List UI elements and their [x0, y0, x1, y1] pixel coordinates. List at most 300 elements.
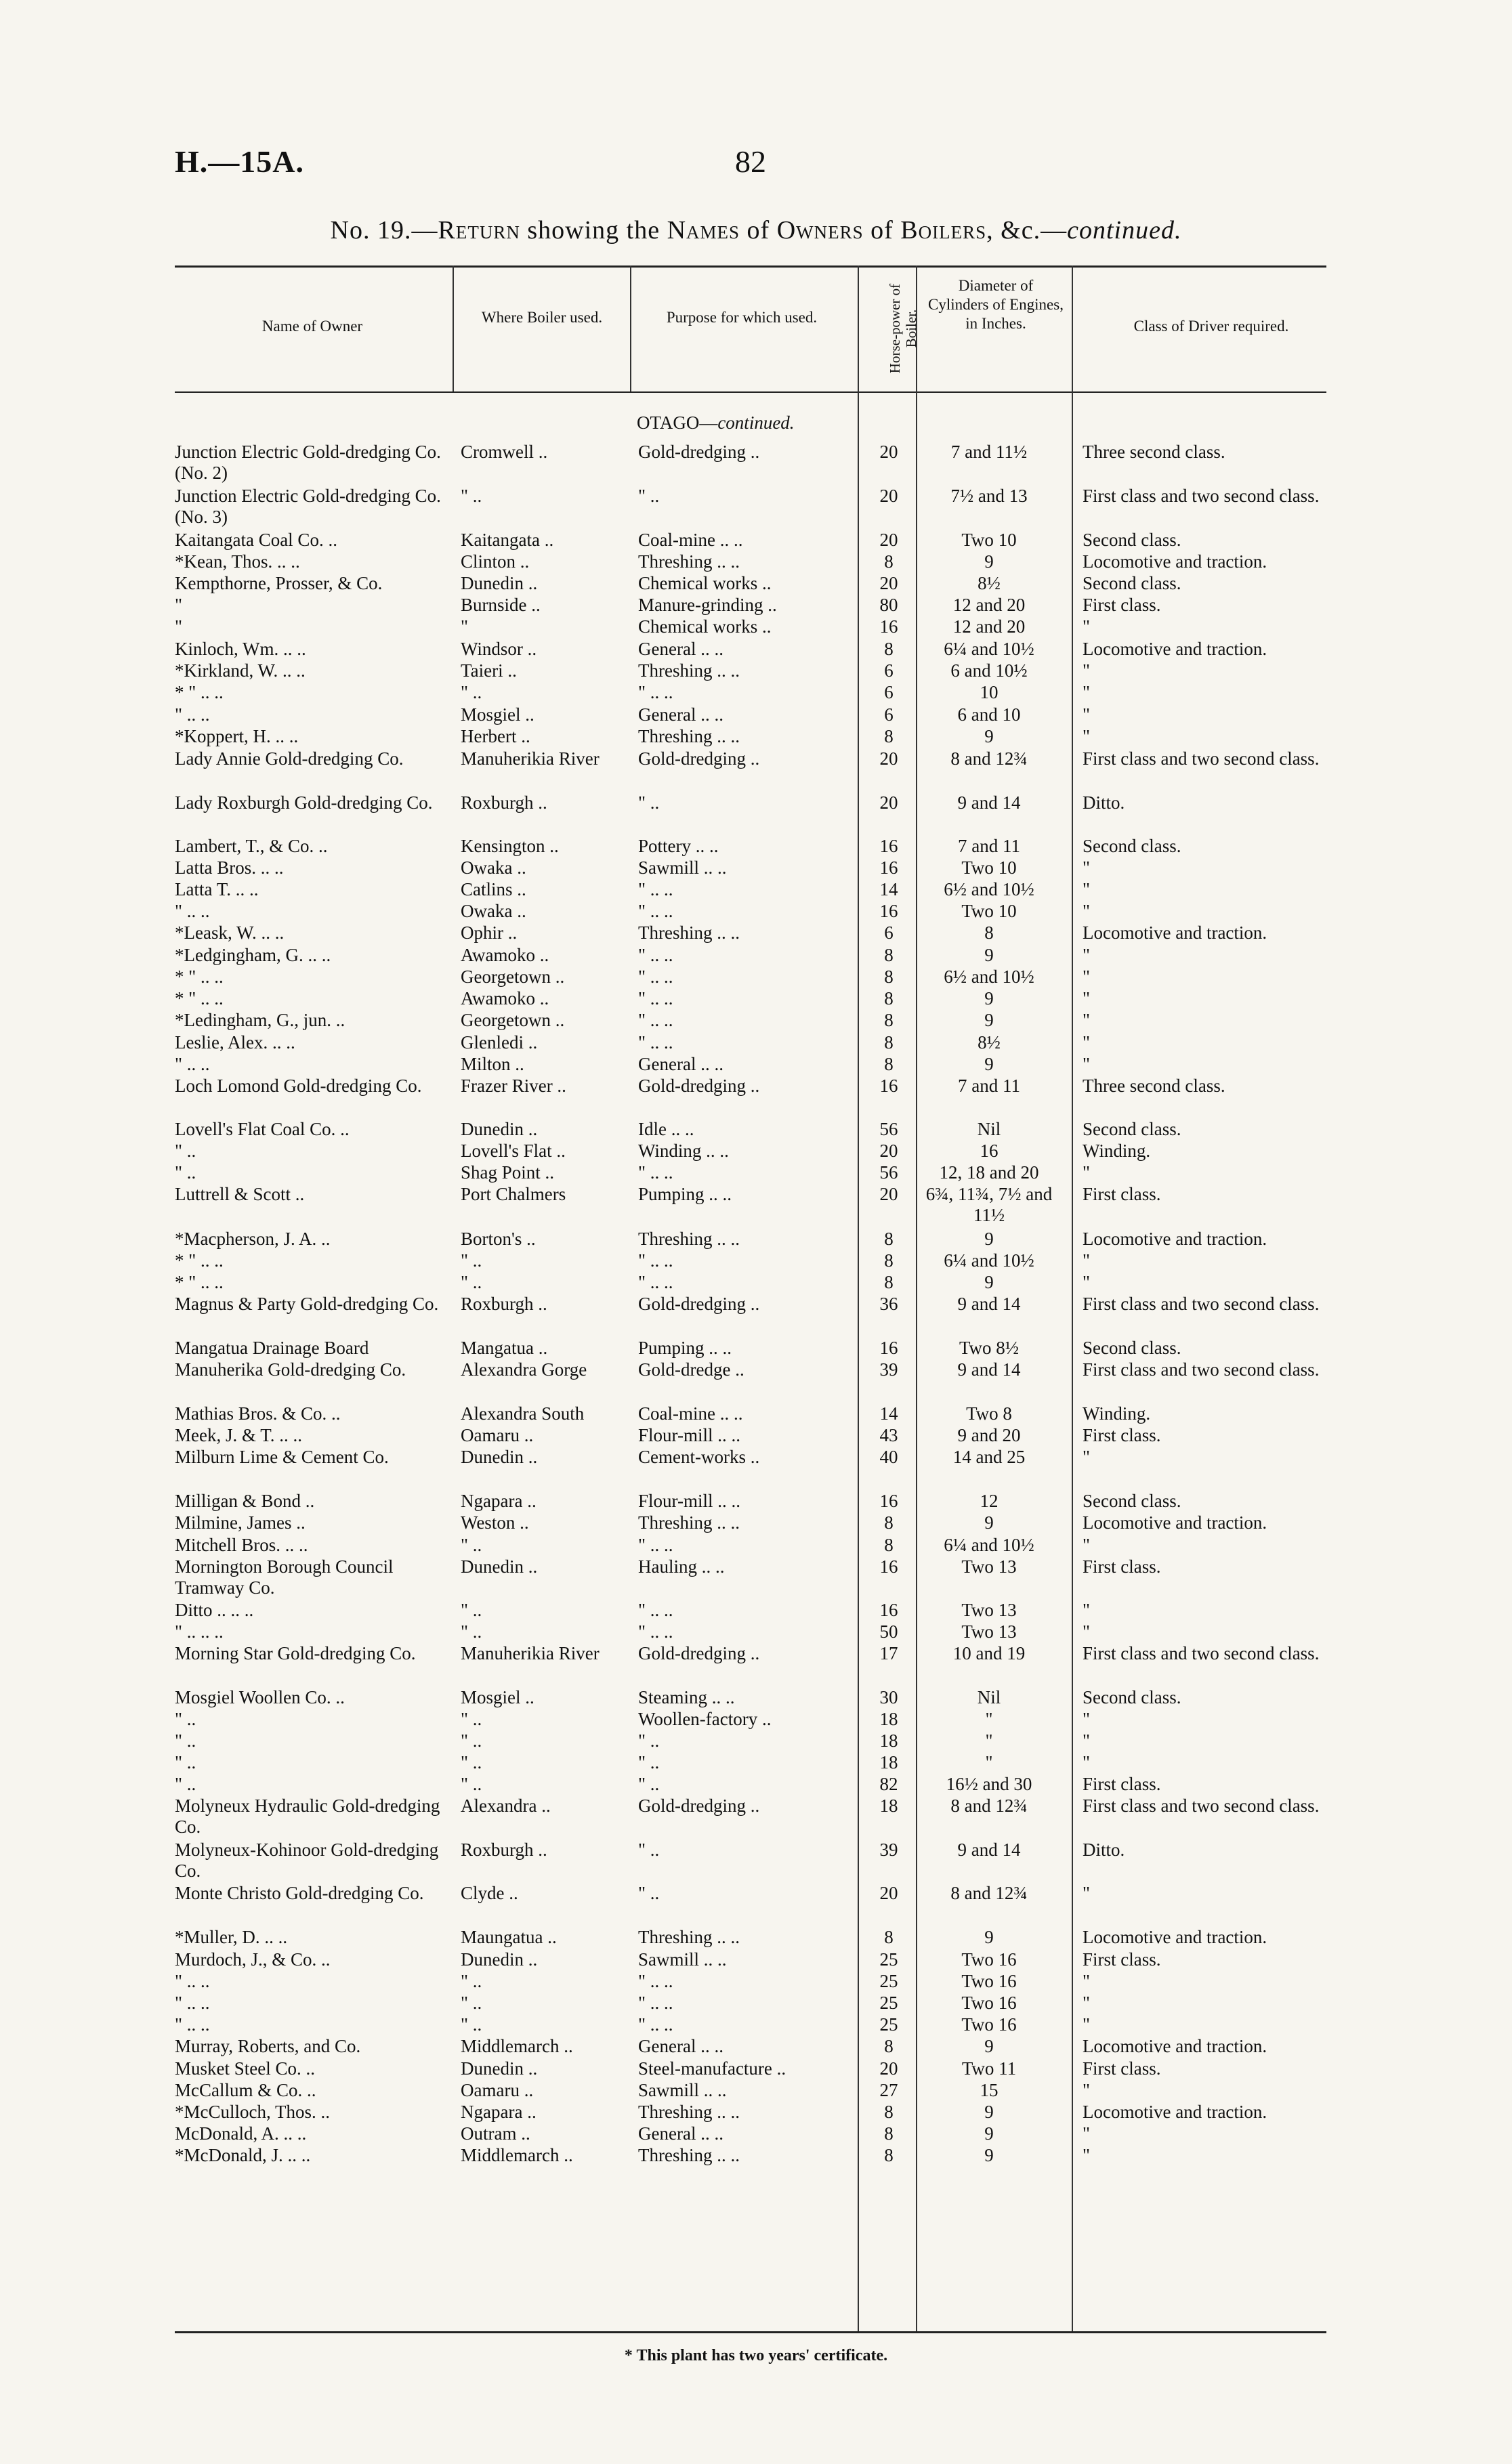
row-64-dia: 9	[984, 2145, 994, 2165]
row-4-dia: 8½	[978, 573, 1001, 593]
row-47-owner: " ..	[175, 1709, 196, 1729]
row-61-hp: 27	[879, 2080, 898, 2100]
footnote: * This plant has two years' certificate.	[624, 2347, 888, 2364]
row-55-dia: Two 16	[961, 1949, 1017, 1970]
row-49-cls: "	[1083, 1752, 1091, 1772]
row-46-purpose: Steaming .. ..	[638, 1687, 735, 1707]
row-58-dia: Two 16	[961, 2014, 1017, 2035]
row-16-cls: "	[1083, 879, 1091, 899]
row-6-owner: "	[175, 616, 183, 637]
row-40-owner: Milmine, James ..	[175, 1512, 306, 1533]
row-57-hp: 25	[879, 1993, 898, 2013]
row-42-dia: Two 13	[961, 1556, 1017, 1577]
row-17-dia: Two 10	[961, 901, 1017, 921]
row-64-hp: 8	[884, 2145, 894, 2165]
row-1-dia: 7½ and 13	[950, 486, 1028, 506]
title-owners: Owners	[776, 216, 864, 245]
row-14-where: Kensington ..	[461, 836, 559, 856]
row-48-dia: "	[985, 1730, 993, 1751]
row-6-hp: 16	[879, 616, 898, 637]
row-9-where: " ..	[461, 682, 482, 702]
row-23-purpose: " .. ..	[638, 1032, 673, 1053]
row-2-purpose: Coal-mine .. ..	[638, 530, 743, 550]
row-38-owner: Milburn Lime & Cement Co.	[175, 1447, 389, 1467]
row-21-hp: 8	[884, 988, 894, 1008]
row-49-dia: "	[985, 1752, 993, 1772]
row-15-owner: Latta Bros. .. ..	[175, 857, 284, 878]
row-3-where: Clinton ..	[461, 551, 530, 572]
row-24-dia: 9	[984, 1054, 994, 1074]
row-13-purpose: " ..	[638, 792, 660, 813]
row-51-dia: 8 and 12¾	[950, 1796, 1028, 1816]
row-13-owner: Lady Roxburgh Gold-dredging Co.	[175, 792, 433, 813]
row-17-where: Owaka ..	[461, 901, 526, 921]
row-8-hp: 6	[884, 660, 894, 681]
row-9-dia: 10	[980, 682, 999, 702]
row-49-where: " ..	[461, 1752, 482, 1772]
row-54-hp: 8	[884, 1927, 894, 1947]
row-13-hp: 20	[879, 792, 898, 813]
row-26-owner: Lovell's Flat Coal Co. ..	[175, 1119, 350, 1139]
row-23-cls: "	[1083, 1032, 1091, 1053]
row-22-where: Georgetown ..	[461, 1010, 565, 1030]
row-52-purpose: " ..	[638, 1840, 660, 1860]
row-62-owner: *McCulloch, Thos. ..	[175, 2102, 330, 2122]
row-48-hp: 18	[879, 1730, 898, 1751]
row-40-purpose: Threshing .. ..	[638, 1512, 740, 1533]
row-43-cls: "	[1083, 1600, 1091, 1620]
row-55-where: Dunedin ..	[461, 1949, 538, 1970]
row-29-hp: 20	[879, 1184, 898, 1204]
row-59-purpose: General .. ..	[638, 2036, 723, 2056]
row-53-purpose: " ..	[638, 1883, 660, 1903]
row-14-purpose: Pottery .. ..	[638, 836, 719, 856]
row-2-where: Kaitangata ..	[461, 530, 554, 550]
row-18-hp: 6	[884, 922, 894, 943]
row-45-where: Manuherikia River	[461, 1643, 600, 1663]
row-30-dia: 9	[984, 1229, 994, 1249]
row-37-purpose: Flour-mill .. ..	[638, 1425, 740, 1445]
row-30-owner: *Macpherson, J. A. ..	[175, 1229, 331, 1249]
row-8-dia: 6 and 10½	[950, 660, 1028, 681]
row-3-hp: 8	[884, 551, 894, 572]
row-44-where: " ..	[461, 1621, 482, 1642]
row-15-dia: Two 10	[961, 857, 1017, 878]
row-47-cls: "	[1083, 1709, 1091, 1729]
row-46-owner: Mosgiel Woollen Co. ..	[175, 1687, 345, 1707]
row-56-hp: 25	[879, 1971, 898, 1991]
row-48-owner: " ..	[175, 1730, 196, 1751]
row-57-dia: Two 16	[961, 1993, 1017, 2013]
row-61-cls: "	[1083, 2080, 1091, 2100]
row-42-purpose: Hauling .. ..	[638, 1556, 725, 1577]
row-34-owner: Mangatua Drainage Board	[175, 1338, 369, 1358]
row-64-where: Middlemarch ..	[461, 2145, 573, 2165]
column-header-diameter: Diameter of Cylinders of Engines, in Inches.	[928, 277, 1064, 332]
row-43-where: " ..	[461, 1600, 482, 1620]
section-continued: continued.	[717, 412, 795, 433]
row-44-hp: 50	[879, 1621, 898, 1642]
row-41-hp: 8	[884, 1535, 894, 1555]
row-27-purpose: Winding .. ..	[638, 1141, 729, 1161]
row-8-cls: "	[1083, 660, 1091, 681]
row-59-owner: Murray, Roberts, and Co.	[175, 2036, 361, 2056]
row-5-hp: 80	[879, 595, 898, 615]
row-42-cls: First class.	[1083, 1556, 1161, 1577]
row-59-hp: 8	[884, 2036, 894, 2056]
row-48-where: " ..	[461, 1730, 482, 1751]
title-showing: showing the	[520, 216, 667, 245]
row-32-cls: "	[1083, 1272, 1091, 1292]
row-25-cls: Three second class.	[1083, 1076, 1225, 1096]
title-names: Names	[667, 216, 740, 245]
row-5-dia: 12 and 20	[952, 595, 1026, 615]
row-53-owner: Monte Christo Gold-dredging Co.	[175, 1883, 424, 1903]
row-15-where: Owaka ..	[461, 857, 526, 878]
column-header-owner: Name of Owner	[261, 318, 363, 335]
row-54-purpose: Threshing .. ..	[638, 1927, 740, 1947]
row-28-purpose: " .. ..	[638, 1162, 673, 1183]
row-2-cls: Second class.	[1083, 530, 1181, 550]
row-55-purpose: Sawmill .. ..	[638, 1949, 727, 1970]
row-16-dia: 6½ and 10½	[944, 879, 1034, 899]
row-63-dia: 9	[984, 2123, 994, 2144]
row-50-cls: First class.	[1083, 1774, 1161, 1794]
row-35-cls: First class and two second class.	[1083, 1359, 1320, 1380]
row-33-cls: First class and two second class.	[1083, 1294, 1320, 1314]
row-60-owner: Musket Steel Co. ..	[175, 2058, 315, 2079]
row-30-cls: Locomotive and traction.	[1083, 1229, 1267, 1249]
row-24-owner: " .. ..	[175, 1054, 210, 1074]
row-20-where: Georgetown ..	[461, 967, 565, 987]
row-40-where: Weston ..	[461, 1512, 529, 1533]
row-3-purpose: Threshing .. ..	[638, 551, 740, 572]
row-9-purpose: " .. ..	[638, 682, 673, 702]
row-11-hp: 8	[884, 726, 894, 746]
column-header-purpose: Purpose for which used.	[666, 309, 818, 326]
row-6-where: "	[461, 616, 469, 637]
row-3-cls: Locomotive and traction.	[1083, 551, 1267, 572]
row-52-cls: Ditto.	[1083, 1840, 1125, 1860]
row-62-dia: 9	[984, 2102, 994, 2122]
row-63-cls: "	[1083, 2123, 1091, 2144]
row-18-purpose: Threshing .. ..	[638, 922, 740, 943]
row-42-hp: 16	[879, 1556, 898, 1577]
row-35-hp: 39	[879, 1359, 898, 1380]
row-52-where: Roxburgh ..	[461, 1840, 547, 1860]
row-21-owner: * " .. ..	[175, 988, 224, 1008]
row-8-purpose: Threshing .. ..	[638, 660, 740, 681]
row-14-hp: 16	[879, 836, 898, 856]
row-36-purpose: Coal-mine .. ..	[638, 1403, 743, 1424]
row-36-cls: Winding.	[1083, 1403, 1151, 1424]
row-61-where: Oamaru ..	[461, 2080, 534, 2100]
title-prefix: No. 19.—	[330, 216, 438, 245]
section-region: OTAGO—	[637, 412, 718, 433]
row-55-owner: Murdoch, J., & Co. ..	[175, 1949, 331, 1970]
row-2-dia: Two 10	[961, 530, 1017, 550]
row-13-where: Roxburgh ..	[461, 792, 547, 813]
row-57-where: " ..	[461, 1993, 482, 2013]
row-37-cls: First class.	[1083, 1425, 1161, 1445]
row-11-dia: 9	[984, 726, 994, 746]
title-of2: of	[863, 216, 901, 245]
row-49-owner: " ..	[175, 1752, 196, 1772]
row-56-owner: " .. ..	[175, 1971, 210, 1991]
row-44-cls: "	[1083, 1621, 1091, 1642]
row-24-cls: "	[1083, 1054, 1091, 1074]
row-18-cls: Locomotive and traction.	[1083, 922, 1267, 943]
row-40-hp: 8	[884, 1512, 894, 1533]
row-25-where: Frazer River ..	[461, 1076, 566, 1096]
row-35-owner: Manuherika Gold-dredging Co.	[175, 1359, 406, 1380]
row-12-cls: First class and two second class.	[1083, 748, 1320, 769]
row-58-hp: 25	[879, 2014, 898, 2035]
row-61-purpose: Sawmill .. ..	[638, 2080, 727, 2100]
title-continued: continued.	[1067, 216, 1182, 245]
row-36-owner: Mathias Bros. & Co. ..	[175, 1403, 341, 1424]
row-8-owner: *Kirkland, W. .. ..	[175, 660, 306, 681]
row-17-owner: " .. ..	[175, 901, 210, 921]
row-38-purpose: Cement-works ..	[638, 1447, 760, 1467]
row-12-owner: Lady Annie Gold-dredging Co.	[175, 748, 404, 769]
row-35-where: Alexandra Gorge	[461, 1359, 587, 1380]
row-46-where: Mosgiel ..	[461, 1687, 534, 1707]
row-19-dia: 9	[984, 945, 994, 965]
row-38-hp: 40	[879, 1447, 898, 1467]
row-20-dia: 6½ and 10½	[944, 967, 1034, 987]
row-23-dia: 8½	[978, 1032, 1001, 1053]
title-of1: of	[740, 216, 777, 245]
title-etc: , &c.—	[986, 216, 1068, 245]
row-44-dia: Two 13	[961, 1621, 1017, 1642]
row-52-hp: 39	[879, 1840, 898, 1860]
row-37-where: Oamaru ..	[461, 1425, 534, 1445]
row-5-owner: "	[175, 595, 183, 615]
row-56-cls: "	[1083, 1971, 1091, 1991]
row-21-cls: "	[1083, 988, 1091, 1008]
row-34-hp: 16	[879, 1338, 898, 1358]
row-45-owner: Morning Star Gold-dredging Co.	[175, 1643, 416, 1663]
row-44-owner: " .. .. ..	[175, 1621, 224, 1642]
row-7-where: Windsor ..	[461, 639, 537, 659]
row-20-cls: "	[1083, 967, 1091, 987]
row-32-where: " ..	[461, 1272, 482, 1292]
row-63-purpose: General .. ..	[638, 2123, 723, 2144]
row-26-dia: Nil	[977, 1119, 1001, 1139]
row-21-purpose: " .. ..	[638, 988, 673, 1008]
row-4-hp: 20	[879, 573, 898, 593]
row-26-purpose: Idle .. ..	[638, 1119, 694, 1139]
row-22-cls: "	[1083, 1010, 1091, 1030]
row-18-where: Ophir ..	[461, 922, 518, 943]
row-54-cls: Locomotive and traction.	[1083, 1927, 1267, 1947]
row-42-owner: Mornington Borough Council Tramway Co.	[175, 1556, 394, 1598]
row-60-cls: First class.	[1083, 2058, 1161, 2079]
row-25-owner: Loch Lomond Gold-dredging Co.	[175, 1076, 422, 1096]
row-37-hp: 43	[879, 1425, 898, 1445]
row-62-hp: 8	[884, 2102, 894, 2122]
row-16-owner: Latta T. .. ..	[175, 879, 259, 899]
row-12-where: Manuherikia River	[461, 748, 600, 769]
row-51-owner: Molyneux Hydraulic Gold-dredging Co.	[175, 1796, 440, 1837]
row-29-cls: First class.	[1083, 1184, 1161, 1204]
row-26-hp: 56	[879, 1119, 898, 1139]
row-12-dia: 8 and 12¾	[950, 748, 1028, 769]
row-18-owner: *Leask, W. .. ..	[175, 922, 285, 943]
row-56-dia: Two 16	[961, 1971, 1017, 1991]
row-12-hp: 20	[879, 748, 898, 769]
row-2-owner: Kaitangata Coal Co. ..	[175, 530, 337, 550]
row-42-where: Dunedin ..	[461, 1556, 538, 1577]
row-63-owner: McDonald, A. .. ..	[175, 2123, 307, 2144]
column-header-class: Class of Driver required.	[1133, 318, 1289, 335]
row-1-where: " ..	[461, 486, 482, 506]
row-9-owner: * " .. ..	[175, 682, 224, 702]
row-43-dia: Two 13	[961, 1600, 1017, 1620]
row-49-hp: 18	[879, 1752, 898, 1772]
row-31-where: " ..	[461, 1250, 482, 1271]
row-51-purpose: Gold-dredging ..	[638, 1796, 760, 1816]
row-9-hp: 6	[884, 682, 894, 702]
row-20-owner: * " .. ..	[175, 967, 224, 987]
row-33-where: Roxburgh ..	[461, 1294, 547, 1314]
row-39-hp: 16	[879, 1491, 898, 1511]
row-53-dia: 8 and 12¾	[950, 1883, 1028, 1903]
row-44-purpose: " .. ..	[638, 1621, 673, 1642]
row-43-hp: 16	[879, 1600, 898, 1620]
row-7-owner: Kinloch, Wm. .. ..	[175, 639, 306, 659]
row-7-cls: Locomotive and traction.	[1083, 639, 1267, 659]
row-14-owner: Lambert, T., & Co. ..	[175, 836, 328, 856]
row-24-purpose: General .. ..	[638, 1054, 723, 1074]
row-1-cls: First class and two second class.	[1083, 486, 1320, 506]
row-9-cls: "	[1083, 682, 1091, 702]
row-33-hp: 36	[879, 1294, 898, 1314]
row-6-dia: 12 and 20	[952, 616, 1026, 637]
row-28-dia: 12, 18 and 20	[939, 1162, 1039, 1183]
row-27-dia: 16	[980, 1141, 999, 1161]
row-5-cls: First class.	[1083, 595, 1161, 615]
row-22-owner: *Ledingham, G., jun. ..	[175, 1010, 345, 1030]
row-47-purpose: Woollen-factory ..	[638, 1709, 772, 1729]
row-27-cls: Winding.	[1083, 1141, 1151, 1161]
row-5-where: Burnside ..	[461, 595, 541, 615]
row-29-owner: Luttrell & Scott ..	[175, 1184, 305, 1204]
row-47-where: " ..	[461, 1709, 482, 1729]
row-60-purpose: Steel-manufacture ..	[638, 2058, 786, 2079]
row-10-cls: "	[1083, 704, 1091, 725]
row-62-cls: Locomotive and traction.	[1083, 2102, 1267, 2122]
row-34-dia: Two 8½	[959, 1338, 1020, 1358]
row-11-cls: "	[1083, 726, 1091, 746]
row-57-owner: " .. ..	[175, 1993, 210, 2013]
title-boilers: Boilers	[900, 216, 987, 245]
row-4-owner: Kempthorne, Prosser, & Co.	[175, 573, 383, 593]
row-41-owner: Mitchell Bros. .. ..	[175, 1535, 308, 1555]
row-52-dia: 9 and 14	[957, 1840, 1021, 1860]
row-21-where: Awamoko ..	[461, 988, 549, 1008]
row-10-purpose: General .. ..	[638, 704, 723, 725]
row-39-owner: Milligan & Bond ..	[175, 1491, 315, 1511]
row-32-dia: 9	[984, 1272, 994, 1292]
row-39-dia: 12	[980, 1491, 999, 1511]
row-1-hp: 20	[879, 486, 898, 506]
row-15-purpose: Sawmill .. ..	[638, 857, 727, 878]
row-31-owner: * " .. ..	[175, 1250, 224, 1271]
row-28-hp: 56	[879, 1162, 898, 1183]
row-35-dia: 9 and 14	[957, 1359, 1021, 1380]
row-19-hp: 8	[884, 945, 894, 965]
row-59-where: Middlemarch ..	[461, 2036, 573, 2056]
row-63-hp: 8	[884, 2123, 894, 2144]
row-60-hp: 20	[879, 2058, 898, 2079]
row-36-hp: 14	[879, 1403, 898, 1424]
row-11-purpose: Threshing .. ..	[638, 726, 740, 746]
row-36-where: Alexandra South	[461, 1403, 585, 1424]
row-19-where: Awamoko ..	[461, 945, 549, 965]
row-1-purpose: " ..	[638, 486, 660, 506]
row-2-hp: 20	[879, 530, 898, 550]
row-51-hp: 18	[879, 1796, 898, 1816]
row-13-cls: Ditto.	[1083, 792, 1125, 813]
row-43-owner: Ditto .. .. ..	[175, 1600, 254, 1620]
row-27-owner: " ..	[175, 1141, 196, 1161]
row-0-dia: 7 and 11½	[950, 442, 1028, 462]
row-5-purpose: Manure-grinding ..	[638, 595, 777, 615]
row-29-dia: 6¾, 11¾, 7½ and 11½	[925, 1184, 1053, 1225]
row-13-dia: 9 and 14	[957, 792, 1021, 813]
row-41-purpose: " .. ..	[638, 1535, 673, 1555]
row-47-dia: "	[985, 1709, 993, 1729]
row-18-dia: 8	[984, 922, 994, 943]
row-17-cls: "	[1083, 901, 1091, 921]
series-number: H.—15A.	[175, 144, 304, 179]
row-57-purpose: " .. ..	[638, 1993, 673, 2013]
row-39-cls: Second class.	[1083, 1491, 1181, 1511]
row-7-hp: 8	[884, 639, 894, 659]
row-46-hp: 30	[879, 1687, 898, 1707]
row-22-purpose: " .. ..	[638, 1010, 673, 1030]
row-54-where: Maungatua ..	[461, 1927, 557, 1947]
page-number: 82	[735, 144, 766, 179]
row-59-dia: 9	[984, 2036, 994, 2056]
row-37-dia: 9 and 20	[957, 1425, 1021, 1445]
row-31-dia: 6¼ and 10½	[944, 1250, 1034, 1271]
row-46-dia: Nil	[977, 1687, 1001, 1707]
row-52-owner: Molyneux-Kohinoor Gold-dredging Co.	[175, 1840, 439, 1881]
row-27-where: Lovell's Flat ..	[461, 1141, 566, 1161]
row-50-where: " ..	[461, 1774, 482, 1794]
row-36-dia: Two 8	[966, 1403, 1012, 1424]
row-30-purpose: Threshing .. ..	[638, 1229, 740, 1249]
row-64-purpose: Threshing .. ..	[638, 2145, 740, 2165]
row-53-cls: "	[1083, 1883, 1091, 1903]
row-22-hp: 8	[884, 1010, 894, 1030]
row-54-dia: 9	[984, 1927, 994, 1947]
row-0-purpose: Gold-dredging ..	[638, 442, 760, 462]
row-34-purpose: Pumping .. ..	[638, 1338, 732, 1358]
row-14-dia: 7 and 11	[958, 836, 1020, 856]
row-29-where: Port Chalmers	[461, 1184, 566, 1204]
row-4-cls: Second class.	[1083, 573, 1181, 593]
row-51-cls: First class and two second class.	[1083, 1796, 1320, 1816]
row-7-dia: 6¼ and 10½	[944, 639, 1034, 659]
row-50-owner: " ..	[175, 1774, 196, 1794]
row-0-where: Cromwell ..	[461, 442, 548, 462]
row-0-cls: Three second class.	[1083, 442, 1225, 462]
row-30-where: Borton's ..	[461, 1229, 536, 1249]
